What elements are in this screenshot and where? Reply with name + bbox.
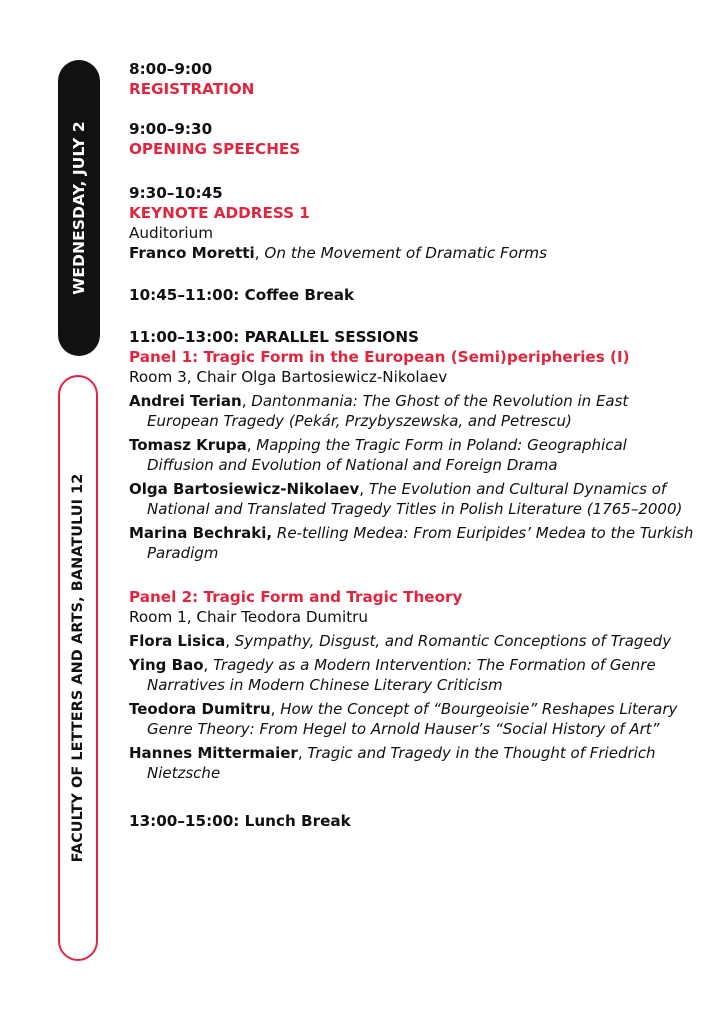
opening-label: OPENING SPEECHES — [129, 140, 301, 158]
panel-1-paper: Olga Bartosiewicz-Nikolaev, The Evolution and Cultural Dynamics of National and Translated Tragedy Titles in Polish Literature (1765–2000) — [129, 480, 683, 518]
keynote-speaker: Franco Moretti — [129, 244, 255, 262]
panel-1-paper: Marina Bechraki, Re-telling Medea: From Euripides’ Medea to the Turkish Paradigm — [129, 524, 694, 562]
day-label: WEDNESDAY, JULY 2 — [70, 121, 88, 295]
panel-2-paper: Hannes Mittermaier, Tragic and Tragedy in the Thought of Friedrich Nietzsche — [129, 744, 656, 782]
keynote-paper — [129, 243, 694, 263]
venue-label: FACULTY OF LETTERS AND ARTS, BANATULUI 12 — [70, 473, 86, 863]
lunch-break: 13:00–15:00: Lunch Break — [129, 812, 351, 830]
panel-2-paper: Flora Lisica, Sympathy, Disgust, and Romantic Conceptions of Tragedy — [129, 632, 672, 650]
registration-label: REGISTRATION — [129, 80, 255, 98]
panel-2-paper: Teodora Dumitru, How the Concept of “Bourgeoisie” Reshapes Literary Genre Theory: From Hegel to Arnold Hauser’s “Social History of Art” — [129, 700, 678, 738]
keynote-room: Auditorium — [129, 224, 214, 242]
panel-2 — [129, 587, 694, 783]
panel-1-paper: Andrei Terian, Dantonmania: The Ghost of the Revolution in East European Tragedy (Pekár, Przybyszewska, and Petrescu) — [129, 392, 629, 430]
keynote-separator: , — [254, 244, 265, 262]
panel-1-title: Panel 1: Tragic Form in the European (Semi)peripheries (I) — [129, 348, 630, 366]
panel-1-paper: Tomasz Krupa, Mapping the Tragic Form in Poland: Geographical Diffusion and Evolution of National and Foreign Drama — [129, 436, 627, 474]
parallel-sessions: 11:00–13:00: PARALLEL SESSIONS — [129, 328, 419, 346]
keynote-time: 9:30–10:45 — [129, 184, 223, 202]
keynote-block — [129, 183, 694, 263]
panel-2-paper: Ying Bao, Tragedy as a Modern Intervention: The Formation of Genre Narratives in Modern Chinese Literary Criticism — [129, 656, 656, 694]
registration-time: 8:00–9:00 — [129, 60, 213, 78]
schedule — [129, 59, 694, 831]
keynote-title: On the Movement of Dramatic Forms — [264, 244, 547, 262]
panel-2-title: Panel 2: Tragic Form and Tragic Theory — [129, 588, 463, 606]
keynote-label: KEYNOTE ADDRESS 1 — [129, 204, 310, 222]
day-tab — [58, 60, 100, 356]
coffee-break: 10:45–11:00: Coffee Break — [129, 286, 355, 304]
opening-block — [129, 119, 694, 159]
panel-1 — [129, 347, 694, 563]
panel-1-room: Room 3, Chair Olga Bartosiewicz-Nikolaev — [129, 368, 448, 386]
venue-tab — [58, 375, 98, 961]
panel-2-room: Room 1, Chair Teodora Dumitru — [129, 608, 369, 626]
registration-block — [129, 59, 694, 99]
opening-time: 9:00–9:30 — [129, 120, 213, 138]
